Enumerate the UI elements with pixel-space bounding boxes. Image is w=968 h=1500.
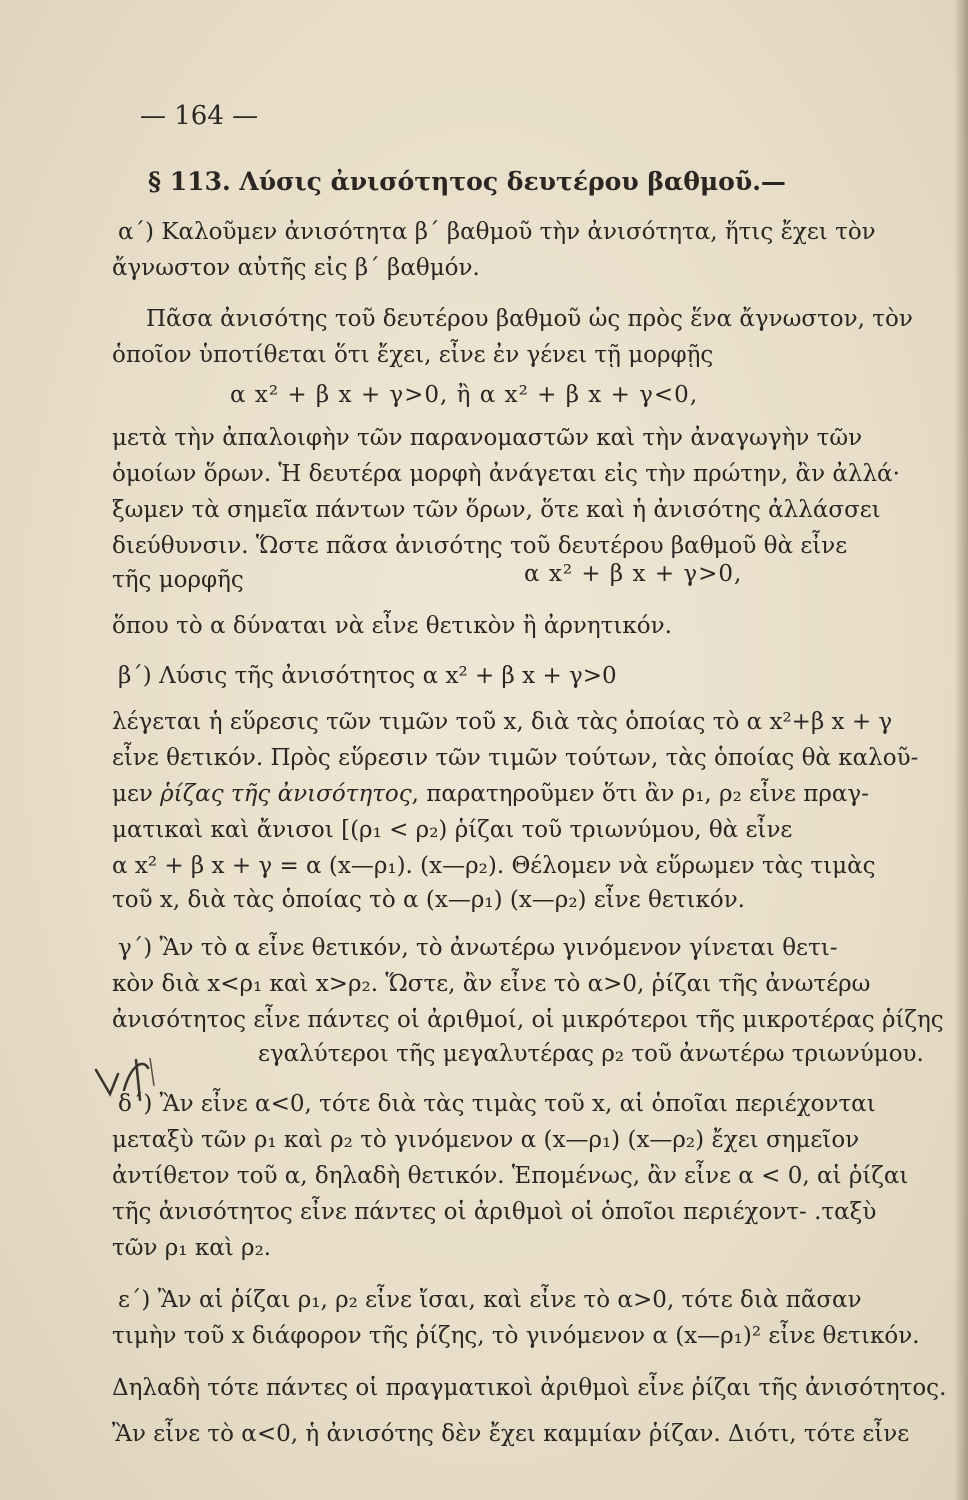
text-line: Δηλαδὴ τότε πάντες οἱ πραγματικοὶ ἀριθμοὶ εἶνε ῥίζαι τῆς ἀνισότητος. (112, 1375, 947, 1401)
text-line: Ἂν εἶνε τὸ α<0, ἡ ἀνισότης δὲν ἔχει καμμίαν ῥίζαν. Διότι, τότε εἶνε (112, 1421, 910, 1447)
text-line: εγαλύτεροι τῆς μεγαλυτέρας ρ₂ τοῦ ἀνωτέρω τριωνύμου. (258, 1041, 924, 1067)
text-run: , παρατηροῦμεν ὅτι ἂν ρ₁, ρ₂ εἶνε πραγ- (411, 781, 869, 807)
text-line: ὁποῖον ὑποτίθεται ὅτι ἔχει, εἶνε ἐν γένει τῇ μορφῇς (112, 342, 714, 368)
formula-line: α x² + β x + γ>0, ἢ α x² + β x + γ<0, (230, 382, 699, 408)
text-line: τῶν ρ₁ καὶ ρ₂. (112, 1235, 272, 1261)
text-line: ξωμεν τὰ σημεῖα πάντων τῶν ὅρων, ὅτε καὶ ἡ ἀνισότης ἀλλάσσει (112, 497, 881, 523)
text-line: κὸν διὰ x<ρ₁ καὶ x>ρ₂. Ὥστε, ἂν εἶνε τὸ α>0, ῥίζαι τῆς ἀνωτέρω (112, 971, 871, 997)
text-line: εἶνε θετικόν. Πρὸς εὕρεσιν τῶν τιμῶν τούτων, τὰς ὁποίας θὰ καλοῦ- (112, 745, 919, 771)
text-line (112, 780, 869, 808)
text-line: τιμὴν τοῦ x διάφορον τῆς ῥίζης, τὸ γινόμενον α (x—ρ₁)² εἶνε θετικόν. (112, 1323, 920, 1349)
section-heading: § 113. Λύσις ἀνισότητος δευτέρου βαθμοῦ.— (148, 167, 786, 196)
text-line: Πᾶσα ἀνισότης τοῦ δευτέρου βαθμοῦ ὡς πρὸς ἕνα ἄγνωστον, τὸν (146, 306, 913, 332)
italic-term: ῥίζας τῆς ἀνισότητος (160, 781, 412, 807)
text-line: τῆς ἀνισότητος εἶνε πάντες οἱ ἀριθμοὶ οἱ ὁποῖοι περιέχοντ- .ταξὺ (112, 1199, 877, 1225)
text-line: ὁμοίων ὅρων. Ἡ δευτέρα μορφὴ ἀνάγεται εἰς τὴν πρώτην, ἂν ἀλλά· (112, 461, 900, 487)
page-number: — 164 — (140, 101, 259, 131)
text-line: ἀντίθετον τοῦ α, δηλαδὴ θετικόν. Ἑπομένως, ἂν εἶνε α < 0, αἱ ῥίζαι (112, 1163, 909, 1189)
text-line: μεταξὺ τῶν ρ₁ καὶ ρ₂ τὸ γινόμενον α (x—ρ₁) (x—ρ₂) ἔχει σημεῖον (112, 1127, 860, 1153)
page-gutter-shadow (954, 0, 968, 1500)
text-line: ὅπου τὸ α δύναται νὰ εἶνε θετικὸν ἢ ἀρνητικόν. (112, 613, 672, 639)
text-line: ἄγνωστον αὐτῆς εἰς β΄ βαθμόν. (112, 255, 480, 281)
text-run: μεν (112, 781, 161, 807)
text-line: ματικαὶ καὶ ἄνισοι [(ρ₁ < ρ₂) ῥίζαι τοῦ τριωνύμου, θὰ εἶνε (112, 817, 793, 843)
text-line: τῆς μορφῆς (112, 567, 244, 593)
text-line: μετὰ τὴν ἀπαλοιφὴν τῶν παρανομαστῶν καὶ τὴν ἀναγωγὴν τῶν (112, 425, 863, 451)
text-line: α΄) Καλοῦμεν ἀνισότητα β΄ βαθμοῦ τὴν ἀνισότητα, ἥτις ἔχει τὸν (118, 219, 876, 245)
text-line: ε΄) Ἂν αἱ ῥίζαι ρ₁, ρ₂ εἶνε ἴσαι, καὶ εἶνε τὸ α>0, τότε διὰ πᾶσαν (118, 1287, 862, 1313)
text-line: τοῦ x, διὰ τὰς ὁποίας τὸ α (x—ρ₁) (x—ρ₂) εἶνε θετικόν. (112, 887, 745, 913)
text-line: διεύθυνσιν. Ὥστε πᾶσα ἀνισότης τοῦ δευτέρου βαθμοῦ θὰ εἶνε (112, 533, 848, 559)
text-line: δ΄) Ἂν εἶνε α<0, τότε διὰ τὰς τιμὰς τοῦ x, αἱ ὁποῖαι περιέχονται (118, 1091, 876, 1117)
text-line: λέγεται ἡ εὕρεσις τῶν τιμῶν τοῦ x, διὰ τὰς ὁποίας τὸ α x²+β x + γ (112, 709, 893, 735)
formula-line: α x² + β x + γ>0, (524, 561, 743, 587)
text-line: γ΄) Ἂν τὸ α εἶνε θετικόν, τὸ ἀνωτέρω γινόμενον γίνεται θετι- (118, 935, 838, 961)
text-line: β΄) Λύσις τῆς ἀνισότητος α x² + β x + γ>0 (118, 663, 617, 689)
text-line: α x² + β x + γ = α (x—ρ₁). (x—ρ₂). Θέλομεν νὰ εὕρωμεν τὰς τιμὰς (112, 853, 876, 879)
text-line: ἀνισότητος εἶνε πάντες οἱ ἀριθμοί, οἱ μικρότεροι τῆς μικροτέρας ῥίζης (112, 1007, 944, 1033)
